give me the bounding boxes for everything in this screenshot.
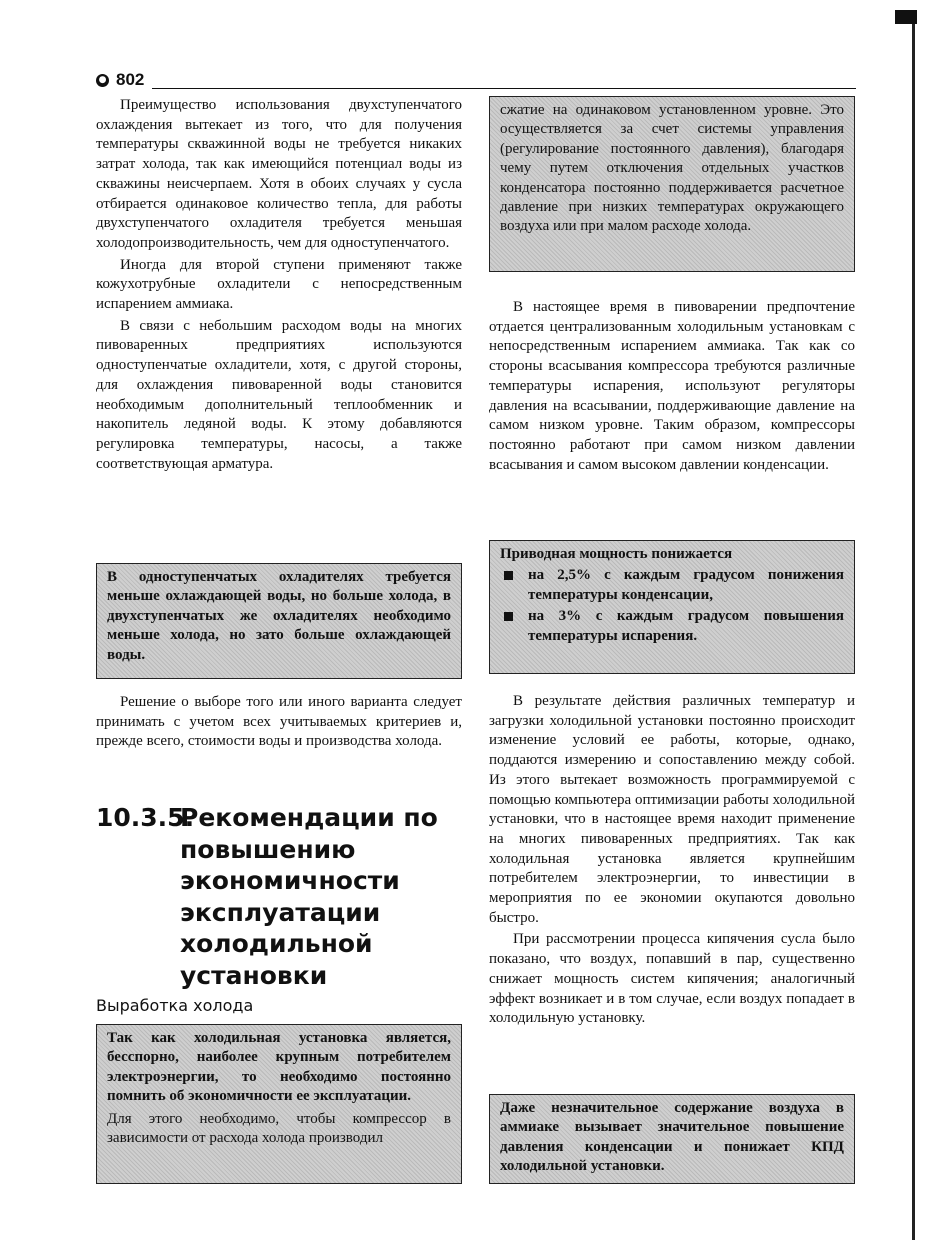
subsection-heading: Выработка холода: [96, 996, 254, 1015]
left-column-text: [96, 96, 462, 474]
paragraph: В связи с небольшим расходом воды на многих пивоваренных предприятиях используются одноступенчатые охладители, хотя, с другой стороны, для охлаждения пивоваренной воды становится необходимым дополнительный теплообменник и накопитель ледяной воды. К этому добавляются регулировка температуры, насосы, а также соответствующая арматура.: [96, 317, 462, 472]
right-column-text: [489, 298, 855, 475]
square-bullet-icon: [504, 571, 513, 580]
highlight-box: [96, 1024, 462, 1184]
highlight-box: [489, 96, 855, 272]
list-item: на 2,5% с каждым градусом понижения температуры конденсации,: [500, 566, 844, 605]
highlight-box: [489, 1094, 855, 1184]
section-title: Рекомендации по повышению экономичности эксплуатации холодильной установки: [180, 803, 438, 990]
highlight-text: Даже незначительное содержание воздуха в аммиаке вызывает значительное повышение давления конденсации и понижает КПД холодильной установки.: [500, 1100, 844, 1175]
left-column-text-2: [96, 693, 462, 752]
highlight-text: Для этого необходимо, чтобы компрессор в зависимости от расхода холода производил: [107, 1110, 451, 1147]
paragraph: Преимущество использования двухступенчатого охлаждения вытекает из того, что для получения температуры скважинной воды не требуется никаких затрат холода, так как имеющийся потенциал воды из скважины неисчерпаем. Хотя в обоих случаях у сусла отбирается одинаковое количество тепла, для работы двухступенчатого охладителя требуется меньшая холодопроизводительность, чем для одноступенчатого.: [96, 97, 462, 251]
page-header: [96, 70, 856, 92]
section-number: 10.3.5.: [96, 803, 195, 832]
paragraph: При рассмотрении процесса кипячения сусла было показано, что воздух, попавший в пар, существенно снижает мощность систем кипячения; аналогичный эффект возникает и в том случае, если воздух попадает в холодильную установку.: [489, 931, 855, 1027]
highlight-text: сжатие на одинаковом установленном уровне. Это осуществляется за счет системы управления (регулирование постоянного давления), благодаря чему путем отключения отдельных участков конденсатора постоянно поддерживается расчетное давление при низких температурах окружающего воздуха или при малом расходе холода.: [500, 102, 844, 235]
scan-edge-mark: [895, 10, 917, 24]
paragraph: Решение о выборе того или иного варианта следует принимать с учетом всех учитываемых критериев и, прежде всего, стоимости воды и производства холода.: [96, 694, 462, 750]
header-rule: [152, 88, 856, 89]
highlight-box: [489, 540, 855, 674]
right-column-text-2: [489, 692, 855, 1029]
highlight-text: В одноступенчатых охладителях требуется меньше охлаждающей воды, но больше холода, в двухступенчатых же охладителях необходимо меньше холода, но зато больше охлаждающей воды.: [107, 569, 451, 663]
page-number: 802: [116, 70, 145, 89]
paragraph: В настоящее время в пивоварении предпочтение отдается централизованным холодильным установкам с непосредственным испарением аммиака. Так как со стороны всасывания компрессора требуются различные температуры испарения, используют регуляторы давления на всасывании, поддерживающие давление на самом низком уровне. Таким образом, компрессоры постоянно работают при самом низком давлении всасывания и самом высоком давлении конденсации.: [489, 299, 855, 473]
highlight-box: [96, 563, 462, 679]
highlight-text: Так как холодильная установка является, бесспорно, наиболее крупным потребителем электроэнергии, то необходимо постоянно помнить об экономичности ее эксплуатации.: [107, 1030, 451, 1105]
highlight-title: Приводная мощность понижается: [500, 546, 733, 562]
scan-edge-line: [912, 10, 915, 1240]
square-bullet-icon: [504, 612, 513, 621]
list-item: на 3% с каждым градусом повышения температуры испарения.: [500, 607, 844, 646]
bullet-list: [500, 566, 844, 646]
round-badge-icon: ●: [96, 74, 109, 87]
paragraph: Иногда для второй ступени применяют также кожухотрубные охладители с непосредственным испарением аммиака.: [96, 256, 462, 313]
paragraph: В результате действия различных температур и загрузки холодильной установки постоянно происходит изменение условий ее работы, которые, однако, поддаются измерению и сопоставлению между собой. Из этого вытекает возможность программируемой с помощью компьютера оптимизации работы холодильной установки, что в настоящее время находит применение на многих пивоваренных предприятиях. Так как холодильная установка является крупнейшим потребителем электроэнергии, то инвестиции в мероприятия по ее экономии окупаются довольно быстро.: [489, 693, 855, 926]
